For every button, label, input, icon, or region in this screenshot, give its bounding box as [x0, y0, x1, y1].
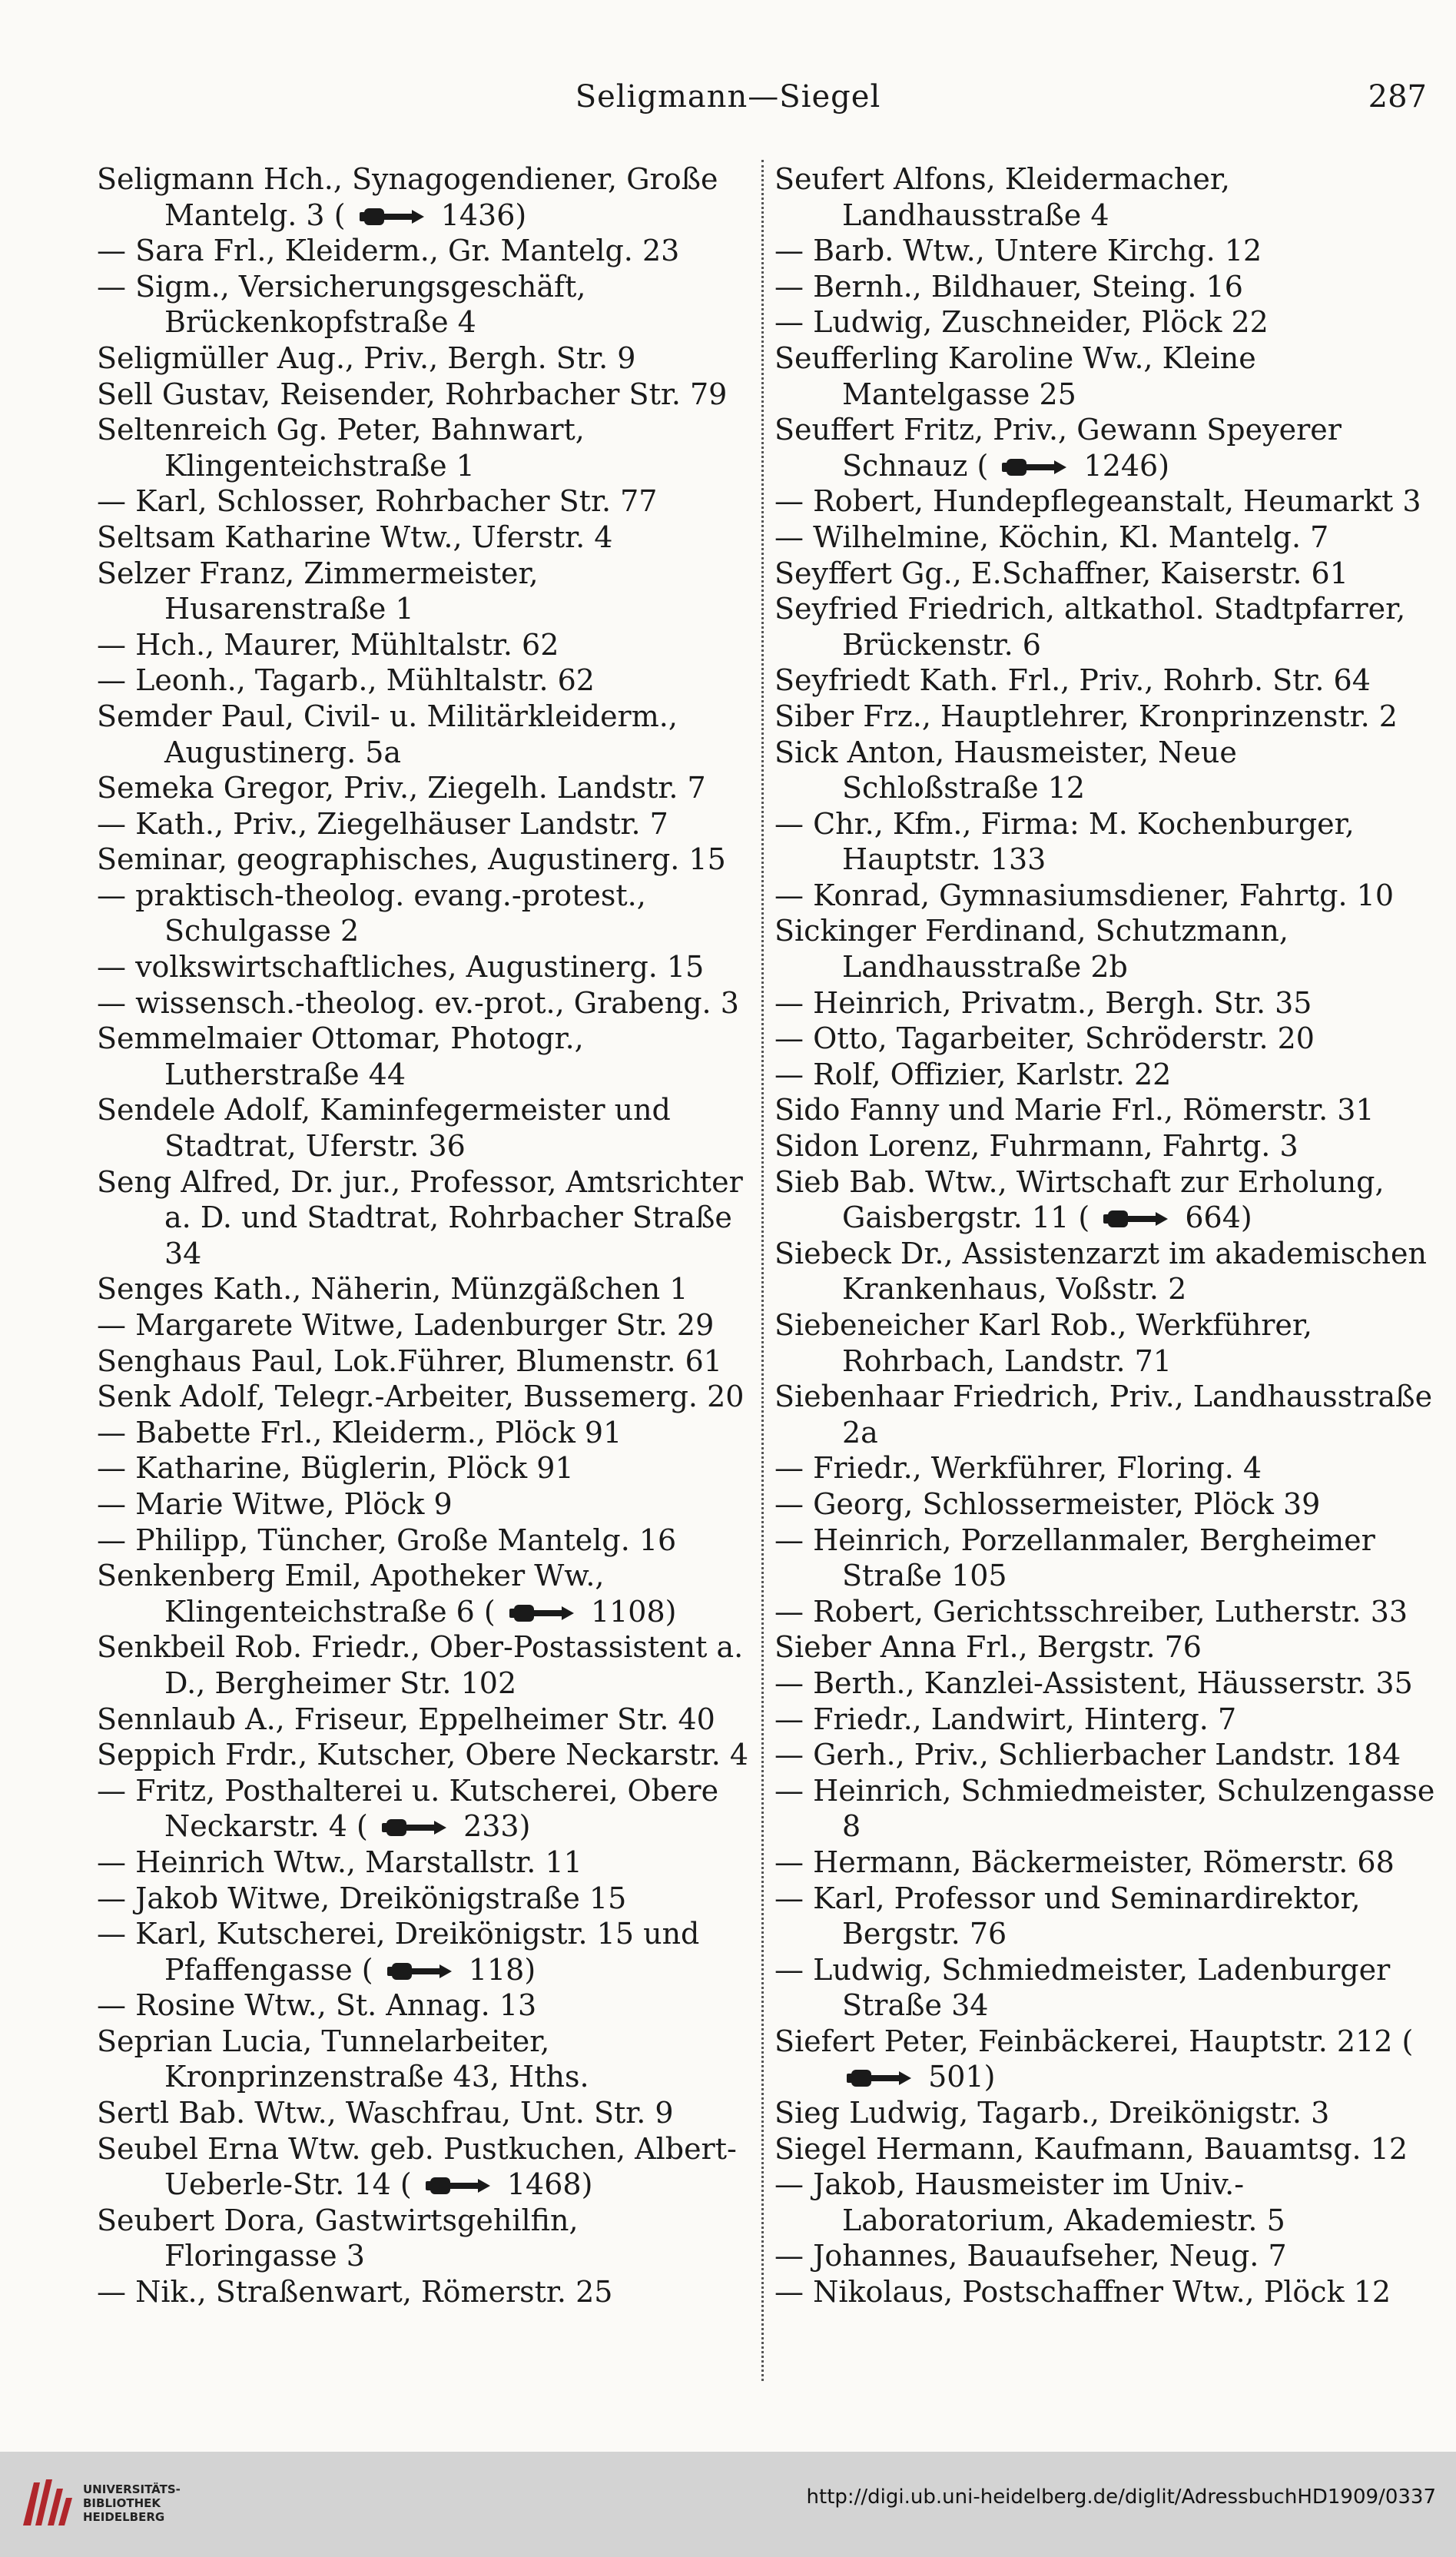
directory-entry [97, 1092, 758, 1164]
directory-entry [774, 1881, 1437, 1952]
directory-entry [97, 161, 758, 233]
entry-text: Siebeneicher Karl Rob., Werkführer, Rohrbach, Landstr. 71 [774, 1308, 1312, 1378]
directory-entry [97, 770, 758, 806]
directory-entry [774, 412, 1437, 483]
entry-text: Seminar, geographisches, Augustinerg. 15 [97, 842, 726, 877]
directory-entry [97, 1450, 758, 1486]
entry-text: — Katharine, Büglerin, Plöck 91 [97, 1451, 574, 1486]
entry-text: Sennlaub A., Friseur, Eppelheimer Str. 40 [97, 1702, 715, 1736]
left-column [97, 161, 758, 2310]
directory-entry [774, 1665, 1437, 1702]
entry-text: Seltenreich Gg. Peter, Bahnwart, Klingenteichstraße 1 [97, 413, 585, 483]
entry-text: 233) [463, 1809, 531, 1844]
entry-text: — Berth., Kanzlei-Assistent, Häusserstr. 35 [774, 1665, 1413, 1700]
directory-entry [97, 842, 758, 878]
entry-text: Seligmann Hch., Synagogendiener, Große Mantelg. 3 ( [97, 162, 718, 232]
entry-text: Seyfriedt Kath. Frl., Priv., Rohrb. Str. 64 [774, 663, 1371, 698]
directory-entry [97, 1523, 758, 1559]
entry-text: — Karl, Schlosser, Rohrbacher Str. 77 [97, 484, 658, 519]
directory-entry [774, 1128, 1437, 1164]
entry-text: Sieber Anna Frl., Bergstr. 76 [774, 1630, 1202, 1665]
page-title: Seligmann—Siegel [575, 79, 881, 115]
directory-entry [774, 1057, 1437, 1093]
entry-text: Sick Anton, Hausmeister, Neue Schloßstraße 12 [774, 735, 1237, 805]
entry-text: — Rolf, Offizier, Karlstr. 22 [774, 1057, 1172, 1091]
entry-text: Semeka Gregor, Priv., Ziegelh. Landstr. 7 [97, 771, 706, 805]
entry-text: — Heinrich, Privatm., Bergh. Str. 35 [774, 985, 1312, 1020]
directory-entry [774, 483, 1437, 520]
directory-entry [774, 340, 1437, 412]
directory-entry [774, 1450, 1437, 1486]
entry-text: — Bernh., Bildhauer, Steing. 16 [774, 269, 1243, 304]
directory-entry [774, 304, 1437, 340]
entry-text: — wissensch.-theolog. ev.-prot., Grabeng. 3 [97, 985, 739, 1020]
directory-entry [97, 2203, 758, 2274]
telephone-icon [380, 1816, 451, 1839]
page-number: 287 [1368, 79, 1427, 115]
entry-text: Senk Adolf, Telegr.-Arbeiter, Bussemerg. 20 [97, 1380, 745, 1414]
directory-entry [97, 2131, 758, 2203]
directory-entry [97, 1737, 758, 1773]
entry-text: — Babette Frl., Kleiderm., Plöck 91 [97, 1415, 622, 1450]
telephone-icon [1000, 456, 1071, 479]
directory-entry [97, 233, 758, 269]
entry-text: Seubert Dora, Gastwirtsgehilfin, Floringasse 3 [97, 2203, 579, 2273]
entry-text: — Karl, Professor und Seminardirektor, Bergstr. 76 [774, 1881, 1361, 1951]
directory-entry [774, 2131, 1437, 2167]
entry-text: — Heinrich, Porzellanmaler, Bergheimer Straße 105 [774, 1523, 1375, 1593]
directory-entry [97, 269, 758, 340]
directory-entry [774, 985, 1437, 1021]
entry-text: — Gerh., Priv., Schlierbacher Landstr. 184 [774, 1738, 1401, 1772]
entry-text: — Hch., Maurer, Mühltalstr. 62 [97, 627, 559, 662]
directory-entry [774, 1523, 1437, 1594]
entry-text: 1108) [590, 1594, 677, 1629]
directory-entry [97, 1021, 758, 1092]
entry-text: — Nikolaus, Postschaffner Wtw., Plöck 12 [774, 2275, 1391, 2310]
directory-entry [97, 1307, 758, 1343]
entry-text: Siegel Hermann, Kaufmann, Bauamtsg. 12 [774, 2131, 1408, 2166]
entry-text: — Konrad, Gymnasiumsdiener, Fahrtg. 10 [774, 878, 1395, 912]
directory-entry [774, 1236, 1437, 1307]
directory-entry [97, 556, 758, 627]
directory-entry [97, 412, 758, 483]
entry-text: — Fritz, Posthalterei u. Kutscherei, Obere Neckarstr. 4 ( [97, 1773, 719, 1844]
directory-entry [97, 1629, 758, 1701]
library-name: UNIVERSITÄTS- BIBLIOTHEK HEIDELBERG [83, 2482, 181, 2524]
directory-entry [97, 2095, 758, 2131]
entry-text: Sido Fanny und Marie Frl., Römerstr. 31 [774, 1093, 1375, 1127]
directory-entry [97, 2274, 758, 2310]
entry-text: Sertl Bab. Wtw., Waschfrau, Unt. Str. 9 [97, 2096, 674, 2130]
entry-text: Siebenhaar Friedrich, Priv., Landhausstraße 2a [774, 1380, 1433, 1450]
entry-text: 118) [468, 1952, 536, 1987]
entry-text: — Margarete Witwe, Ladenburger Str. 29 [97, 1308, 715, 1342]
library-logo-icon [17, 2472, 78, 2533]
entry-text: — Sara Frl., Kleiderm., Gr. Mantelg. 23 [97, 234, 680, 268]
directory-entry [774, 2095, 1437, 2131]
entry-text: Sidon Lorenz, Fuhrmann, Fahrtg. 3 [774, 1129, 1298, 1164]
entry-text: — Nik., Straßenwart, Römerstr. 25 [97, 2275, 613, 2310]
entry-text: — Jakob, Hausmeister im Univ.-Laboratorium, Akademiestr. 5 [774, 2167, 1285, 2237]
entry-text: Seubel Erna Wtw. geb. Pustkuchen, Albert-Ueberle-Str. 14 ( [97, 2131, 737, 2202]
directory-entry [774, 1773, 1437, 1845]
directory-entry [774, 735, 1437, 806]
directory-entry [774, 2024, 1437, 2095]
directory-entry [97, 1415, 758, 1451]
directory-entry [774, 556, 1437, 592]
entry-text: Senkenberg Emil, Apotheker Ww., Klingenteichstraße 6 ( [97, 1559, 605, 1629]
entry-text: — Heinrich Wtw., Marstallstr. 11 [97, 1845, 582, 1879]
entry-text: Semmelmaier Ottomar, Photogr., Lutherstraße 44 [97, 1021, 584, 1091]
directory-entry [97, 878, 758, 949]
entry-text: — praktisch-theolog. evang.-protest., Schulgasse 2 [97, 878, 646, 948]
telephone-icon [845, 2067, 916, 2090]
directory-entry [97, 1702, 758, 1738]
directory-entry [774, 1702, 1437, 1738]
entry-text: Seuffert Fritz, Priv., Gewann Speyerer Schnauz ( [774, 413, 1342, 483]
entry-text: — Philipp, Tüncher, Große Mantelg. 16 [97, 1523, 677, 1557]
directory-entry [97, 1916, 758, 1987]
entry-text: Semder Paul, Civil- u. Militärkleiderm., Augustinerg. 5a [97, 699, 678, 769]
entry-text: — Friedr., Werkführer, Floring. 4 [774, 1451, 1262, 1486]
directory-entry [97, 1773, 758, 1845]
directory-entry [774, 1379, 1437, 1450]
directory-entry [774, 1629, 1437, 1665]
entry-text: — Heinrich, Schmiedmeister, Schulzengasse 8 [774, 1773, 1435, 1844]
directory-entry [97, 1271, 758, 1307]
directory-entry [774, 1952, 1437, 2024]
directory-entry [97, 340, 758, 377]
directory-entry [774, 1845, 1437, 1881]
directory-entry [97, 1379, 758, 1415]
directory-entry [97, 520, 758, 556]
directory-entry [774, 269, 1437, 305]
entry-text: Sieb Bab. Wtw., Wirtschaft zur Erholung, Gaisbergstr. 11 ( [774, 1164, 1385, 1235]
entry-text: 501) [928, 2060, 996, 2094]
entry-text: — Hermann, Bäckermeister, Römerstr. 68 [774, 1845, 1395, 1879]
entry-text: — Sigm., Versicherungsgeschäft, Brückenkopfstraße 4 [97, 269, 586, 340]
entry-text: — Jakob Witwe, Dreikönigstraße 15 [97, 1881, 627, 1915]
directory-entry [97, 627, 758, 663]
directory-entry [97, 949, 758, 985]
entry-text: — Wilhelmine, Köchin, Kl. Mantelg. 7 [774, 520, 1329, 554]
entry-text: — Marie Witwe, Plöck 9 [97, 1486, 453, 1521]
directory-entry [97, 1845, 758, 1881]
telephone-icon [386, 1960, 456, 1983]
entry-text: — Chr., Kfm., Firma: M. Kochenburger, Hauptstr. 133 [774, 806, 1355, 877]
entry-text: 1468) [506, 2167, 593, 2202]
entry-text: — Barb. Wtw., Untere Kirchg. 12 [774, 234, 1262, 268]
entry-text: 1246) [1083, 448, 1170, 483]
entry-text: Siebeck Dr., Assistenzarzt im akademischen Krankenhaus, Voßstr. 2 [774, 1236, 1427, 1307]
entry-text: — Johannes, Bauaufseher, Neug. 7 [774, 2239, 1287, 2273]
telephone-icon [424, 2174, 495, 2197]
entry-text: Seyfried Friedrich, altkathol. Stadtpfarrer, Brückenstr. 6 [774, 592, 1406, 662]
telephone-icon [1102, 1207, 1172, 1230]
entry-text: Sendele Adolf, Kaminfegermeister und Stadtrat, Uferstr. 36 [97, 1093, 671, 1164]
entry-text: 664) [1185, 1200, 1252, 1235]
directory-entry [97, 662, 758, 699]
directory-entry [97, 1486, 758, 1523]
directory-entry [97, 1343, 758, 1380]
telephone-icon [358, 205, 429, 228]
directory-entry [97, 699, 758, 770]
entry-text: — Otto, Tagarbeiter, Schröderstr. 20 [774, 1021, 1315, 1056]
entry-text: — Rosine Wtw., St. Annag. 13 [97, 1988, 537, 2023]
column-divider [761, 160, 764, 2381]
entry-text: — Leonh., Tagarb., Mühltalstr. 62 [97, 663, 595, 698]
directory-entry [774, 2274, 1437, 2310]
entry-text: Sickinger Ferdinand, Schutzmann, Landhausstraße 2b [774, 914, 1289, 985]
directory-entry [774, 161, 1437, 233]
entry-text: — Robert, Hundepflegeanstalt, Heumarkt 3 [774, 484, 1421, 519]
entry-text: Senges Kath., Näherin, Münzgäßchen 1 [97, 1272, 688, 1307]
entry-text: 1436) [440, 198, 527, 232]
directory-entry [774, 520, 1437, 556]
directory-entry [774, 806, 1437, 878]
directory-entry [774, 1737, 1437, 1773]
entry-text: Seufert Alfons, Kleidermacher, Landhausstraße 4 [774, 162, 1230, 232]
entry-text: — Kath., Priv., Ziegelhäuser Landstr. 7 [97, 806, 668, 841]
directory-entry [97, 1558, 758, 1629]
directory-entry [774, 1164, 1437, 1236]
directory-entry [97, 1164, 758, 1272]
directory-entry [774, 1092, 1437, 1128]
entry-text: Siefert Peter, Feinbäckerei, Hauptstr. 212 ( [774, 2024, 1414, 2058]
entry-text: Senkbeil Rob. Friedr., Ober-Postassistent a. D., Bergheimer Str. 102 [97, 1630, 744, 1700]
directory-entry [97, 483, 758, 520]
directory-entry [774, 2238, 1437, 2274]
directory-entry [97, 2024, 758, 2095]
directory-entry [97, 377, 758, 413]
entry-text: — Karl, Kutscherei, Dreikönigstr. 15 und Pfaffengasse ( [97, 1917, 700, 1987]
entry-text: — Ludwig, Zuschneider, Plöck 22 [774, 305, 1269, 340]
source-url-link[interactable]: http://digi.ub.uni-heidelberg.de/diglit/AdressbuchHD1909/0337 [806, 2486, 1436, 2509]
entry-text: Seppich Frdr., Kutscher, Obere Neckarstr. 4 [97, 1738, 749, 1772]
entry-text: Seprian Lucia, Tunnelarbeiter, Kronprinzenstraße 43, Hths. [97, 2024, 589, 2094]
entry-text: Sell Gustav, Reisender, Rohrbacher Str. 79 [97, 377, 728, 411]
directory-entry [774, 1486, 1437, 1523]
entry-text: — Friedr., Landwirt, Hinterg. 7 [774, 1702, 1237, 1736]
directory-entry [774, 1594, 1437, 1630]
entry-text: Seligmüller Aug., Priv., Bergh. Str. 9 [97, 340, 636, 375]
directory-entry [774, 913, 1437, 985]
entry-text: Sieg Ludwig, Tagarb., Dreikönigstr. 3 [774, 2096, 1330, 2130]
directory-entry [774, 878, 1437, 914]
directory-entry [774, 1021, 1437, 1057]
entry-text: Seng Alfred, Dr. jur., Professor, Amtsrichter a. D. und Stadtrat, Rohrbacher Straße 34 [97, 1164, 743, 1270]
entry-text: — volkswirtschaftliches, Augustinerg. 15 [97, 950, 705, 985]
directory-entry [774, 233, 1437, 269]
directory-entry [774, 1307, 1437, 1379]
entry-text: — Robert, Gerichtsschreiber, Lutherstr. 33 [774, 1594, 1408, 1629]
entry-text: — Ludwig, Schmiedmeister, Ladenburger Straße 34 [774, 1952, 1391, 2023]
directory-entry [774, 662, 1437, 699]
directory-entry [97, 806, 758, 842]
directory-entry [97, 985, 758, 1021]
entry-text: Seyffert Gg., E.Schaffner, Kaiserstr. 61 [774, 556, 1348, 590]
directory-entry [774, 2167, 1437, 2238]
telephone-icon [508, 1602, 579, 1625]
entry-text: Selzer Franz, Zimmermeister, Husarenstraße 1 [97, 556, 539, 626]
directory-entry [774, 591, 1437, 662]
directory-entry [97, 1987, 758, 2024]
right-column [774, 161, 1437, 2310]
running-header [0, 74, 1456, 120]
directory-entry [97, 1881, 758, 1917]
entry-text: Senghaus Paul, Lok.Führer, Blumenstr. 61 [97, 1343, 722, 1378]
entry-text: — Georg, Schlossermeister, Plöck 39 [774, 1486, 1321, 1521]
entry-text: Seltsam Katharine Wtw., Uferstr. 4 [97, 520, 613, 554]
directory-entry [774, 699, 1437, 735]
entry-text: Seufferling Karoline Ww., Kleine Mantelgasse 25 [774, 340, 1256, 411]
entry-text: Siber Frz., Hauptlehrer, Kronprinzenstr. 2 [774, 699, 1398, 733]
library-footer [0, 2452, 1456, 2557]
